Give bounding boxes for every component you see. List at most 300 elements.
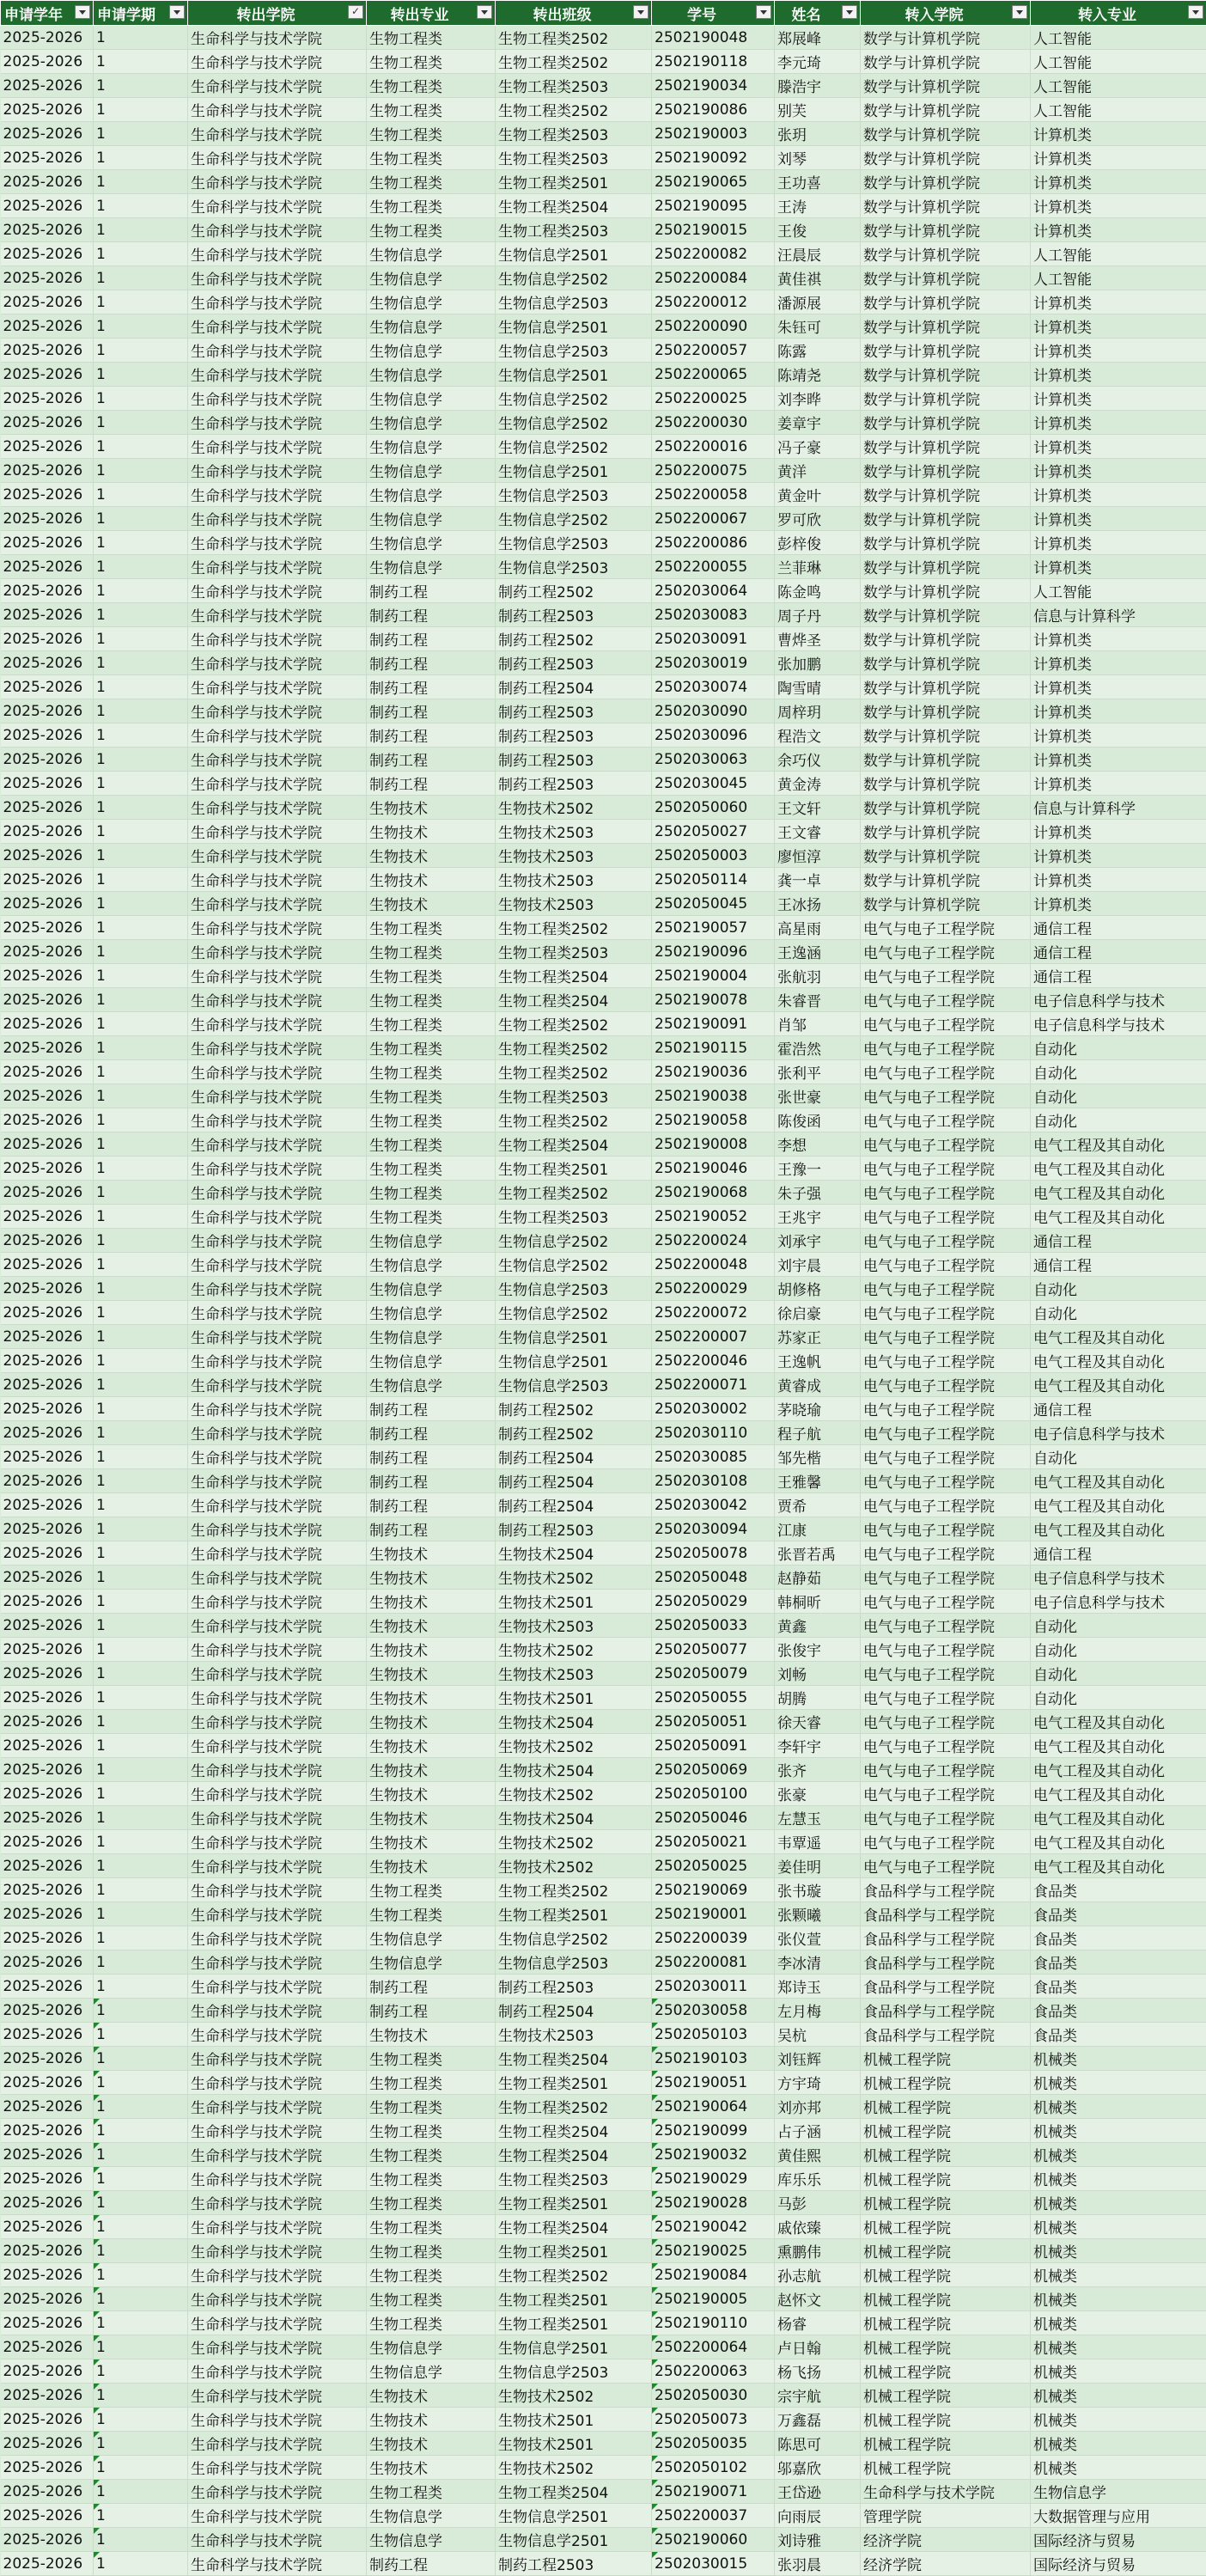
cell-from-class[interactable]: 生物信息学2501 xyxy=(496,459,652,483)
cell-from-college[interactable]: 生命科学与技术学院 xyxy=(188,218,367,242)
cell-from-college[interactable]: 生命科学与技术学院 xyxy=(188,723,367,748)
cell-student-name[interactable]: 陶雪晴 xyxy=(775,675,861,699)
cell-student-name[interactable]: 苏家正 xyxy=(775,1325,861,1349)
cell-to-college[interactable]: 食品科学与工程学院 xyxy=(861,1999,1031,2023)
cell-to-college[interactable]: 数学与计算机学院 xyxy=(861,483,1031,507)
cell-from-class[interactable]: 生物技术2502 xyxy=(496,1638,652,1662)
cell-from-class[interactable]: 制药工程2503 xyxy=(496,723,652,748)
cell-from-college[interactable]: 生命科学与技术学院 xyxy=(188,242,367,266)
cell-apply-term[interactable]: 1 xyxy=(94,1541,188,1566)
cell-to-college[interactable]: 电气与电子工程学院 xyxy=(861,1108,1031,1132)
cell-apply-year[interactable]: 2025-2026 xyxy=(1,2408,94,2432)
cell-student-id[interactable]: 2502200025 xyxy=(652,387,775,411)
cell-apply-year[interactable]: 2025-2026 xyxy=(1,988,94,1012)
cell-student-name[interactable]: 孙志航 xyxy=(775,2263,861,2287)
cell-to-college[interactable]: 机械工程学院 xyxy=(861,2215,1031,2239)
cell-from-major[interactable]: 生物工程类 xyxy=(367,170,496,194)
cell-student-name[interactable]: 刘钰辉 xyxy=(775,2047,861,2071)
cell-from-major[interactable]: 生物技术 xyxy=(367,1782,496,1806)
cell-from-college[interactable]: 生命科学与技术学院 xyxy=(188,2311,367,2335)
cell-apply-year[interactable]: 2025-2026 xyxy=(1,483,94,507)
cell-to-college[interactable]: 电气与电子工程学院 xyxy=(861,1084,1031,1108)
filter-dropdown-icon[interactable] xyxy=(756,5,771,19)
cell-to-college[interactable]: 电气与电子工程学院 xyxy=(861,964,1031,988)
cell-student-name[interactable]: 张加鹏 xyxy=(775,651,861,675)
cell-apply-term[interactable]: 1 xyxy=(94,50,188,74)
cell-from-college[interactable]: 生命科学与技术学院 xyxy=(188,1975,367,1999)
cell-student-id[interactable]: 2502050078 xyxy=(652,1541,775,1566)
cell-apply-term[interactable]: 1 xyxy=(94,459,188,483)
cell-to-major[interactable]: 食品类 xyxy=(1031,1926,1206,1950)
cell-apply-year[interactable]: 2025-2026 xyxy=(1,868,94,892)
cell-apply-year[interactable]: 2025-2026 xyxy=(1,1950,94,1975)
cell-student-id[interactable]: 2502200067 xyxy=(652,507,775,531)
cell-student-id[interactable]: 2502200063 xyxy=(652,2359,775,2384)
cell-student-id[interactable]: 2502030110 xyxy=(652,1421,775,1445)
cell-from-class[interactable]: 生物技术2502 xyxy=(496,1734,652,1758)
cell-apply-term[interactable]: 1 xyxy=(94,1926,188,1950)
cell-student-id[interactable]: 2502200086 xyxy=(652,531,775,555)
cell-from-major[interactable]: 生物技术 xyxy=(367,1638,496,1662)
cell-to-college[interactable]: 数学与计算机学院 xyxy=(861,651,1031,675)
cell-apply-year[interactable]: 2025-2026 xyxy=(1,242,94,266)
cell-from-college[interactable]: 生命科学与技术学院 xyxy=(188,651,367,675)
cell-student-name[interactable]: 汪晨辰 xyxy=(775,242,861,266)
cell-apply-year[interactable]: 2025-2026 xyxy=(1,1132,94,1157)
cell-from-class[interactable]: 生物工程类2502 xyxy=(496,1181,652,1205)
cell-to-major[interactable]: 计算机类 xyxy=(1031,723,1206,748)
cell-to-major[interactable]: 电气工程及其自动化 xyxy=(1031,1517,1206,1541)
cell-student-id[interactable]: 2502190015 xyxy=(652,218,775,242)
cell-from-class[interactable]: 生物信息学2502 xyxy=(496,435,652,459)
cell-apply-year[interactable]: 2025-2026 xyxy=(1,435,94,459)
cell-apply-year[interactable]: 2025-2026 xyxy=(1,723,94,748)
cell-student-name[interactable]: 胡腾 xyxy=(775,1686,861,1710)
cell-apply-term[interactable]: 1 xyxy=(94,1710,188,1734)
cell-from-college[interactable]: 生命科学与技术学院 xyxy=(188,1999,367,2023)
cell-from-major[interactable]: 生物工程类 xyxy=(367,2047,496,2071)
cell-apply-year[interactable]: 2025-2026 xyxy=(1,1060,94,1084)
cell-apply-term[interactable]: 1 xyxy=(94,868,188,892)
cell-from-college[interactable]: 生命科学与技术学院 xyxy=(188,50,367,74)
cell-student-id[interactable]: 2502200048 xyxy=(652,1253,775,1277)
cell-to-major[interactable]: 食品类 xyxy=(1031,1902,1206,1926)
cell-to-college[interactable]: 食品科学与工程学院 xyxy=(861,1878,1031,1902)
cell-apply-year[interactable]: 2025-2026 xyxy=(1,1517,94,1541)
cell-student-name[interactable]: 冯子豪 xyxy=(775,435,861,459)
cell-from-class[interactable]: 生物工程类2504 xyxy=(496,2047,652,2071)
cell-apply-term[interactable]: 1 xyxy=(94,940,188,964)
cell-apply-year[interactable]: 2025-2026 xyxy=(1,74,94,98)
cell-apply-term[interactable]: 1 xyxy=(94,1830,188,1854)
cell-to-major[interactable]: 电气工程及其自动化 xyxy=(1031,1205,1206,1229)
cell-apply-year[interactable]: 2025-2026 xyxy=(1,1854,94,1878)
cell-apply-term[interactable]: 1 xyxy=(94,2528,188,2552)
cell-student-id[interactable]: 2502050073 xyxy=(652,2408,775,2432)
cell-to-college[interactable]: 电气与电子工程学院 xyxy=(861,1445,1031,1469)
cell-student-name[interactable]: 李轩宇 xyxy=(775,1734,861,1758)
cell-apply-term[interactable]: 1 xyxy=(94,1686,188,1710)
cell-apply-year[interactable]: 2025-2026 xyxy=(1,1397,94,1421)
cell-to-college[interactable]: 机械工程学院 xyxy=(861,2335,1031,2359)
cell-apply-year[interactable]: 2025-2026 xyxy=(1,964,94,988)
cell-apply-year[interactable]: 2025-2026 xyxy=(1,2263,94,2287)
cell-apply-year[interactable]: 2025-2026 xyxy=(1,2047,94,2071)
cell-student-id[interactable]: 2502050025 xyxy=(652,1854,775,1878)
cell-from-class[interactable]: 生物工程类2501 xyxy=(496,2311,652,2335)
cell-student-id[interactable]: 2502190064 xyxy=(652,2095,775,2119)
cell-from-college[interactable]: 生命科学与技术学院 xyxy=(188,98,367,122)
cell-apply-year[interactable]: 2025-2026 xyxy=(1,1758,94,1782)
cell-student-id[interactable]: 2502190091 xyxy=(652,1012,775,1036)
cell-student-name[interactable]: 肖邹 xyxy=(775,1012,861,1036)
cell-from-class[interactable]: 制药工程2503 xyxy=(496,651,652,675)
cell-apply-term[interactable]: 1 xyxy=(94,194,188,218)
cell-from-college[interactable]: 生命科学与技术学院 xyxy=(188,1686,367,1710)
cell-student-id[interactable]: 2502190078 xyxy=(652,988,775,1012)
cell-from-major[interactable]: 生物信息学 xyxy=(367,531,496,555)
cell-from-class[interactable]: 生物信息学2502 xyxy=(496,387,652,411)
cell-from-college[interactable]: 生命科学与技术学院 xyxy=(188,531,367,555)
cell-from-class[interactable]: 生物技术2503 xyxy=(496,844,652,868)
cell-from-major[interactable]: 生物技术 xyxy=(367,1566,496,1590)
cell-from-major[interactable]: 制药工程 xyxy=(367,579,496,603)
cell-student-id[interactable]: 2502190095 xyxy=(652,194,775,218)
cell-to-major[interactable]: 计算机类 xyxy=(1031,868,1206,892)
cell-to-major[interactable]: 计算机类 xyxy=(1031,339,1206,363)
cell-student-name[interactable]: 王岱逊 xyxy=(775,2480,861,2504)
cell-apply-term[interactable]: 1 xyxy=(94,1277,188,1301)
cell-from-college[interactable]: 生命科学与技术学院 xyxy=(188,74,367,98)
cell-to-major[interactable]: 自动化 xyxy=(1031,1108,1206,1132)
cell-apply-year[interactable]: 2025-2026 xyxy=(1,1638,94,1662)
cell-apply-year[interactable]: 2025-2026 xyxy=(1,1878,94,1902)
cell-to-college[interactable]: 数学与计算机学院 xyxy=(861,459,1031,483)
cell-to-college[interactable]: 电气与电子工程学院 xyxy=(861,1806,1031,1830)
cell-from-college[interactable]: 生命科学与技术学院 xyxy=(188,1157,367,1181)
cell-apply-term[interactable]: 1 xyxy=(94,1229,188,1253)
cell-to-college[interactable]: 电气与电子工程学院 xyxy=(861,1830,1031,1854)
cell-to-college[interactable]: 电气与电子工程学院 xyxy=(861,1541,1031,1566)
cell-student-name[interactable]: 左月梅 xyxy=(775,1999,861,2023)
cell-apply-term[interactable]: 1 xyxy=(94,1253,188,1277)
cell-student-name[interactable]: 王兆宇 xyxy=(775,1205,861,1229)
cell-to-college[interactable]: 机械工程学院 xyxy=(861,2167,1031,2191)
cell-student-id[interactable]: 2502200046 xyxy=(652,1349,775,1373)
cell-student-name[interactable]: 程子航 xyxy=(775,1421,861,1445)
cell-to-major[interactable]: 计算机类 xyxy=(1031,146,1206,170)
cell-to-college[interactable]: 电气与电子工程学院 xyxy=(861,1590,1031,1614)
cell-to-major[interactable]: 通信工程 xyxy=(1031,940,1206,964)
cell-from-major[interactable]: 生物信息学 xyxy=(367,1325,496,1349)
cell-apply-term[interactable]: 1 xyxy=(94,988,188,1012)
cell-from-class[interactable]: 生物信息学2503 xyxy=(496,1950,652,1975)
cell-student-name[interactable]: 茅晓瑜 xyxy=(775,1397,861,1421)
cell-to-college[interactable]: 机械工程学院 xyxy=(861,2384,1031,2408)
cell-apply-term[interactable]: 1 xyxy=(94,1902,188,1926)
cell-from-class[interactable]: 生物工程类2501 xyxy=(496,2191,652,2215)
cell-student-id[interactable]: 2502190110 xyxy=(652,2311,775,2335)
cell-from-class[interactable]: 生物工程类2502 xyxy=(496,2095,652,2119)
cell-apply-term[interactable]: 1 xyxy=(94,2311,188,2335)
cell-student-name[interactable]: 张玥 xyxy=(775,122,861,146)
cell-from-class[interactable]: 生物工程类2504 xyxy=(496,2143,652,2167)
cell-to-college[interactable]: 电气与电子工程学院 xyxy=(861,1157,1031,1181)
cell-from-college[interactable]: 生命科学与技术学院 xyxy=(188,1758,367,1782)
cell-to-major[interactable]: 计算机类 xyxy=(1031,772,1206,796)
cell-apply-year[interactable]: 2025-2026 xyxy=(1,940,94,964)
cell-apply-year[interactable]: 2025-2026 xyxy=(1,579,94,603)
cell-to-major[interactable]: 电气工程及其自动化 xyxy=(1031,1469,1206,1493)
cell-from-class[interactable]: 生物工程类2504 xyxy=(496,194,652,218)
cell-from-class[interactable]: 生物信息学2503 xyxy=(496,483,652,507)
cell-student-name[interactable]: 江康 xyxy=(775,1517,861,1541)
cell-student-id[interactable]: 2502050030 xyxy=(652,2384,775,2408)
cell-from-college[interactable]: 生命科学与技术学院 xyxy=(188,2528,367,2552)
cell-to-major[interactable]: 机械类 xyxy=(1031,2408,1206,2432)
cell-to-major[interactable]: 人工智能 xyxy=(1031,98,1206,122)
cell-from-major[interactable]: 生物信息学 xyxy=(367,266,496,290)
cell-student-id[interactable]: 2502030108 xyxy=(652,1469,775,1493)
cell-apply-year[interactable]: 2025-2026 xyxy=(1,1349,94,1373)
cell-student-id[interactable]: 2502190046 xyxy=(652,1157,775,1181)
cell-from-class[interactable]: 生物信息学2502 xyxy=(496,1229,652,1253)
cell-to-college[interactable]: 电气与电子工程学院 xyxy=(861,1036,1031,1060)
cell-apply-term[interactable]: 1 xyxy=(94,723,188,748)
cell-student-name[interactable]: 张俊宇 xyxy=(775,1638,861,1662)
cell-to-major[interactable]: 机械类 xyxy=(1031,2143,1206,2167)
cell-from-major[interactable]: 生物信息学 xyxy=(367,1253,496,1277)
cell-apply-year[interactable]: 2025-2026 xyxy=(1,1205,94,1229)
cell-to-college[interactable]: 机械工程学院 xyxy=(861,2456,1031,2480)
cell-apply-year[interactable]: 2025-2026 xyxy=(1,290,94,314)
cell-to-college[interactable]: 数学与计算机学院 xyxy=(861,723,1031,748)
cell-from-class[interactable]: 生物工程类2501 xyxy=(496,170,652,194)
cell-to-major[interactable]: 电气工程及其自动化 xyxy=(1031,1493,1206,1517)
cell-apply-term[interactable]: 1 xyxy=(94,483,188,507)
cell-to-college[interactable]: 数学与计算机学院 xyxy=(861,387,1031,411)
cell-apply-term[interactable]: 1 xyxy=(94,1349,188,1373)
cell-from-class[interactable]: 生物工程类2502 xyxy=(496,916,652,940)
cell-student-name[interactable]: 李冰清 xyxy=(775,1950,861,1975)
cell-to-major[interactable]: 计算机类 xyxy=(1031,435,1206,459)
cell-to-college[interactable]: 电气与电子工程学院 xyxy=(861,916,1031,940)
cell-student-id[interactable]: 2502030002 xyxy=(652,1397,775,1421)
cell-to-major[interactable]: 电气工程及其自动化 xyxy=(1031,1734,1206,1758)
cell-student-id[interactable]: 2502200039 xyxy=(652,1926,775,1950)
cell-to-major[interactable]: 人工智能 xyxy=(1031,242,1206,266)
cell-apply-year[interactable]: 2025-2026 xyxy=(1,50,94,74)
cell-apply-term[interactable]: 1 xyxy=(94,339,188,363)
cell-student-name[interactable]: 吴杭 xyxy=(775,2023,861,2047)
cell-student-id[interactable]: 2502050102 xyxy=(652,2456,775,2480)
cell-to-major[interactable]: 计算机类 xyxy=(1031,483,1206,507)
cell-apply-term[interactable]: 1 xyxy=(94,507,188,531)
filter-dropdown-icon[interactable] xyxy=(1012,5,1027,19)
cell-student-id[interactable]: 2502200029 xyxy=(652,1277,775,1301)
cell-student-name[interactable]: 万鑫磊 xyxy=(775,2408,861,2432)
cell-to-college[interactable]: 数学与计算机学院 xyxy=(861,844,1031,868)
cell-from-college[interactable]: 生命科学与技术学院 xyxy=(188,2263,367,2287)
cell-from-major[interactable]: 生物工程类 xyxy=(367,26,496,50)
cell-student-name[interactable]: 姜佳明 xyxy=(775,1854,861,1878)
cell-student-id[interactable]: 2502050045 xyxy=(652,892,775,916)
cell-student-name[interactable]: 郑诗玉 xyxy=(775,1975,861,1999)
cell-from-major[interactable]: 制药工程 xyxy=(367,723,496,748)
cell-from-class[interactable]: 生物技术2502 xyxy=(496,796,652,820)
cell-apply-term[interactable]: 1 xyxy=(94,2263,188,2287)
cell-student-name[interactable]: 曹烨圣 xyxy=(775,627,861,651)
cell-apply-term[interactable]: 1 xyxy=(94,1445,188,1469)
cell-student-id[interactable]: 2502030090 xyxy=(652,699,775,723)
cell-apply-year[interactable]: 2025-2026 xyxy=(1,2432,94,2456)
cell-from-major[interactable]: 生物工程类 xyxy=(367,940,496,964)
cell-student-name[interactable]: 陈思可 xyxy=(775,2432,861,2456)
cell-from-major[interactable]: 生物技术 xyxy=(367,2408,496,2432)
cell-to-major[interactable]: 计算机类 xyxy=(1031,218,1206,242)
cell-apply-year[interactable]: 2025-2026 xyxy=(1,2191,94,2215)
cell-from-class[interactable]: 生物工程类2504 xyxy=(496,964,652,988)
cell-from-major[interactable]: 生物工程类 xyxy=(367,2095,496,2119)
cell-student-id[interactable]: 2502050035 xyxy=(652,2432,775,2456)
cell-from-college[interactable]: 生命科学与技术学院 xyxy=(188,1662,367,1686)
cell-from-class[interactable]: 生物工程类2504 xyxy=(496,988,652,1012)
cell-to-major[interactable]: 计算机类 xyxy=(1031,820,1206,844)
cell-student-name[interactable]: 朱子强 xyxy=(775,1181,861,1205)
cell-to-college[interactable]: 数学与计算机学院 xyxy=(861,170,1031,194)
cell-from-class[interactable]: 生物工程类2503 xyxy=(496,1205,652,1229)
cell-from-college[interactable]: 生命科学与技术学院 xyxy=(188,2552,367,2576)
cell-student-id[interactable]: 2502200057 xyxy=(652,339,775,363)
cell-apply-term[interactable]: 1 xyxy=(94,1614,188,1638)
cell-student-name[interactable]: 向雨辰 xyxy=(775,2504,861,2528)
cell-to-major[interactable]: 人工智能 xyxy=(1031,74,1206,98)
cell-to-major[interactable]: 计算机类 xyxy=(1031,892,1206,916)
cell-from-class[interactable]: 制药工程2504 xyxy=(496,1469,652,1493)
cell-apply-year[interactable]: 2025-2026 xyxy=(1,26,94,50)
cell-to-college[interactable]: 电气与电子工程学院 xyxy=(861,1421,1031,1445)
cell-from-college[interactable]: 生命科学与技术学院 xyxy=(188,363,367,387)
cell-to-college[interactable]: 电气与电子工程学院 xyxy=(861,1132,1031,1157)
cell-student-id[interactable]: 2502200030 xyxy=(652,411,775,435)
cell-student-name[interactable]: 别芙 xyxy=(775,98,861,122)
cell-apply-term[interactable]: 1 xyxy=(94,2456,188,2480)
cell-to-major[interactable]: 电气工程及其自动化 xyxy=(1031,1710,1206,1734)
cell-from-college[interactable]: 生命科学与技术学院 xyxy=(188,1782,367,1806)
cell-student-name[interactable]: 王功喜 xyxy=(775,170,861,194)
cell-from-major[interactable]: 生物工程类 xyxy=(367,146,496,170)
cell-from-college[interactable]: 生命科学与技术学院 xyxy=(188,1806,367,1830)
cell-from-college[interactable]: 生命科学与技术学院 xyxy=(188,820,367,844)
cell-student-id[interactable]: 2502030074 xyxy=(652,675,775,699)
cell-from-class[interactable]: 生物工程类2503 xyxy=(496,1084,652,1108)
cell-student-name[interactable]: 李元琦 xyxy=(775,50,861,74)
cell-from-class[interactable]: 制药工程2502 xyxy=(496,627,652,651)
cell-from-major[interactable]: 生物技术 xyxy=(367,2456,496,2480)
cell-apply-year[interactable]: 2025-2026 xyxy=(1,531,94,555)
cell-apply-term[interactable]: 1 xyxy=(94,2335,188,2359)
cell-from-college[interactable]: 生命科学与技术学院 xyxy=(188,507,367,531)
cell-from-college[interactable]: 生命科学与技术学院 xyxy=(188,2456,367,2480)
cell-to-major[interactable]: 通信工程 xyxy=(1031,1229,1206,1253)
cell-from-college[interactable]: 生命科学与技术学院 xyxy=(188,2335,367,2359)
cell-to-major[interactable]: 计算机类 xyxy=(1031,507,1206,531)
cell-to-college[interactable]: 电气与电子工程学院 xyxy=(861,1205,1031,1229)
cell-from-college[interactable]: 生命科学与技术学院 xyxy=(188,796,367,820)
cell-student-id[interactable]: 2502190003 xyxy=(652,122,775,146)
cell-from-major[interactable]: 生物信息学 xyxy=(367,363,496,387)
cell-to-major[interactable]: 人工智能 xyxy=(1031,266,1206,290)
cell-apply-year[interactable]: 2025-2026 xyxy=(1,1012,94,1036)
cell-to-major[interactable]: 机械类 xyxy=(1031,2287,1206,2311)
cell-to-major[interactable]: 计算机类 xyxy=(1031,627,1206,651)
cell-to-major[interactable]: 人工智能 xyxy=(1031,579,1206,603)
cell-student-id[interactable]: 2502050055 xyxy=(652,1686,775,1710)
cell-from-class[interactable]: 生物信息学2502 xyxy=(496,1253,652,1277)
cell-to-major[interactable]: 电气工程及其自动化 xyxy=(1031,1157,1206,1181)
cell-from-major[interactable]: 生物工程类 xyxy=(367,1181,496,1205)
cell-from-college[interactable]: 生命科学与技术学院 xyxy=(188,411,367,435)
cell-from-class[interactable]: 生物信息学2503 xyxy=(496,2359,652,2384)
cell-apply-year[interactable]: 2025-2026 xyxy=(1,2504,94,2528)
cell-to-major[interactable]: 电气工程及其自动化 xyxy=(1031,1325,1206,1349)
cell-from-class[interactable]: 生物技术2502 xyxy=(496,1782,652,1806)
cell-student-id[interactable]: 2502200081 xyxy=(652,1950,775,1975)
filter-dropdown-icon[interactable] xyxy=(842,5,857,19)
cell-from-college[interactable]: 生命科学与技术学院 xyxy=(188,579,367,603)
cell-student-id[interactable]: 2502050029 xyxy=(652,1590,775,1614)
cell-to-major[interactable]: 机械类 xyxy=(1031,2047,1206,2071)
cell-to-college[interactable]: 机械工程学院 xyxy=(861,2095,1031,2119)
cell-from-college[interactable]: 生命科学与技术学院 xyxy=(188,2287,367,2311)
cell-to-college[interactable]: 机械工程学院 xyxy=(861,2432,1031,2456)
cell-to-college[interactable]: 电气与电子工程学院 xyxy=(861,1060,1031,1084)
cell-student-name[interactable]: 姜章宇 xyxy=(775,411,861,435)
cell-apply-year[interactable]: 2025-2026 xyxy=(1,1469,94,1493)
cell-student-name[interactable]: 王雅馨 xyxy=(775,1469,861,1493)
cell-from-class[interactable]: 生物信息学2501 xyxy=(496,242,652,266)
cell-from-major[interactable]: 生物工程类 xyxy=(367,2071,496,2095)
cell-apply-term[interactable]: 1 xyxy=(94,435,188,459)
cell-to-major[interactable]: 通信工程 xyxy=(1031,916,1206,940)
cell-student-id[interactable]: 2502030058 xyxy=(652,1999,775,2023)
cell-from-college[interactable]: 生命科学与技术学院 xyxy=(188,2384,367,2408)
cell-to-major[interactable]: 电气工程及其自动化 xyxy=(1031,1782,1206,1806)
cell-to-college[interactable]: 电气与电子工程学院 xyxy=(861,1277,1031,1301)
cell-from-major[interactable]: 生物工程类 xyxy=(367,194,496,218)
cell-student-name[interactable]: 刘李晔 xyxy=(775,387,861,411)
cell-student-id[interactable]: 2502190048 xyxy=(652,26,775,50)
cell-from-major[interactable]: 生物信息学 xyxy=(367,1301,496,1325)
filter-dropdown-icon[interactable] xyxy=(477,5,492,19)
cell-student-name[interactable]: 高星雨 xyxy=(775,916,861,940)
cell-student-id[interactable]: 2502030094 xyxy=(652,1517,775,1541)
cell-apply-term[interactable]: 1 xyxy=(94,1638,188,1662)
cell-to-major[interactable]: 计算机类 xyxy=(1031,170,1206,194)
cell-to-college[interactable]: 食品科学与工程学院 xyxy=(861,2023,1031,2047)
cell-apply-term[interactable]: 1 xyxy=(94,2480,188,2504)
cell-from-class[interactable]: 生物工程类2502 xyxy=(496,1060,652,1084)
cell-to-college[interactable]: 机械工程学院 xyxy=(861,2071,1031,2095)
cell-student-id[interactable]: 2502050048 xyxy=(652,1566,775,1590)
cell-student-name[interactable]: 黄睿成 xyxy=(775,1373,861,1397)
cell-to-major[interactable]: 计算机类 xyxy=(1031,387,1206,411)
cell-from-major[interactable]: 制药工程 xyxy=(367,699,496,723)
cell-student-id[interactable]: 2502200055 xyxy=(652,555,775,579)
cell-student-name[interactable]: 朱睿晋 xyxy=(775,988,861,1012)
cell-apply-year[interactable]: 2025-2026 xyxy=(1,98,94,122)
cell-from-major[interactable]: 生物信息学 xyxy=(367,290,496,314)
